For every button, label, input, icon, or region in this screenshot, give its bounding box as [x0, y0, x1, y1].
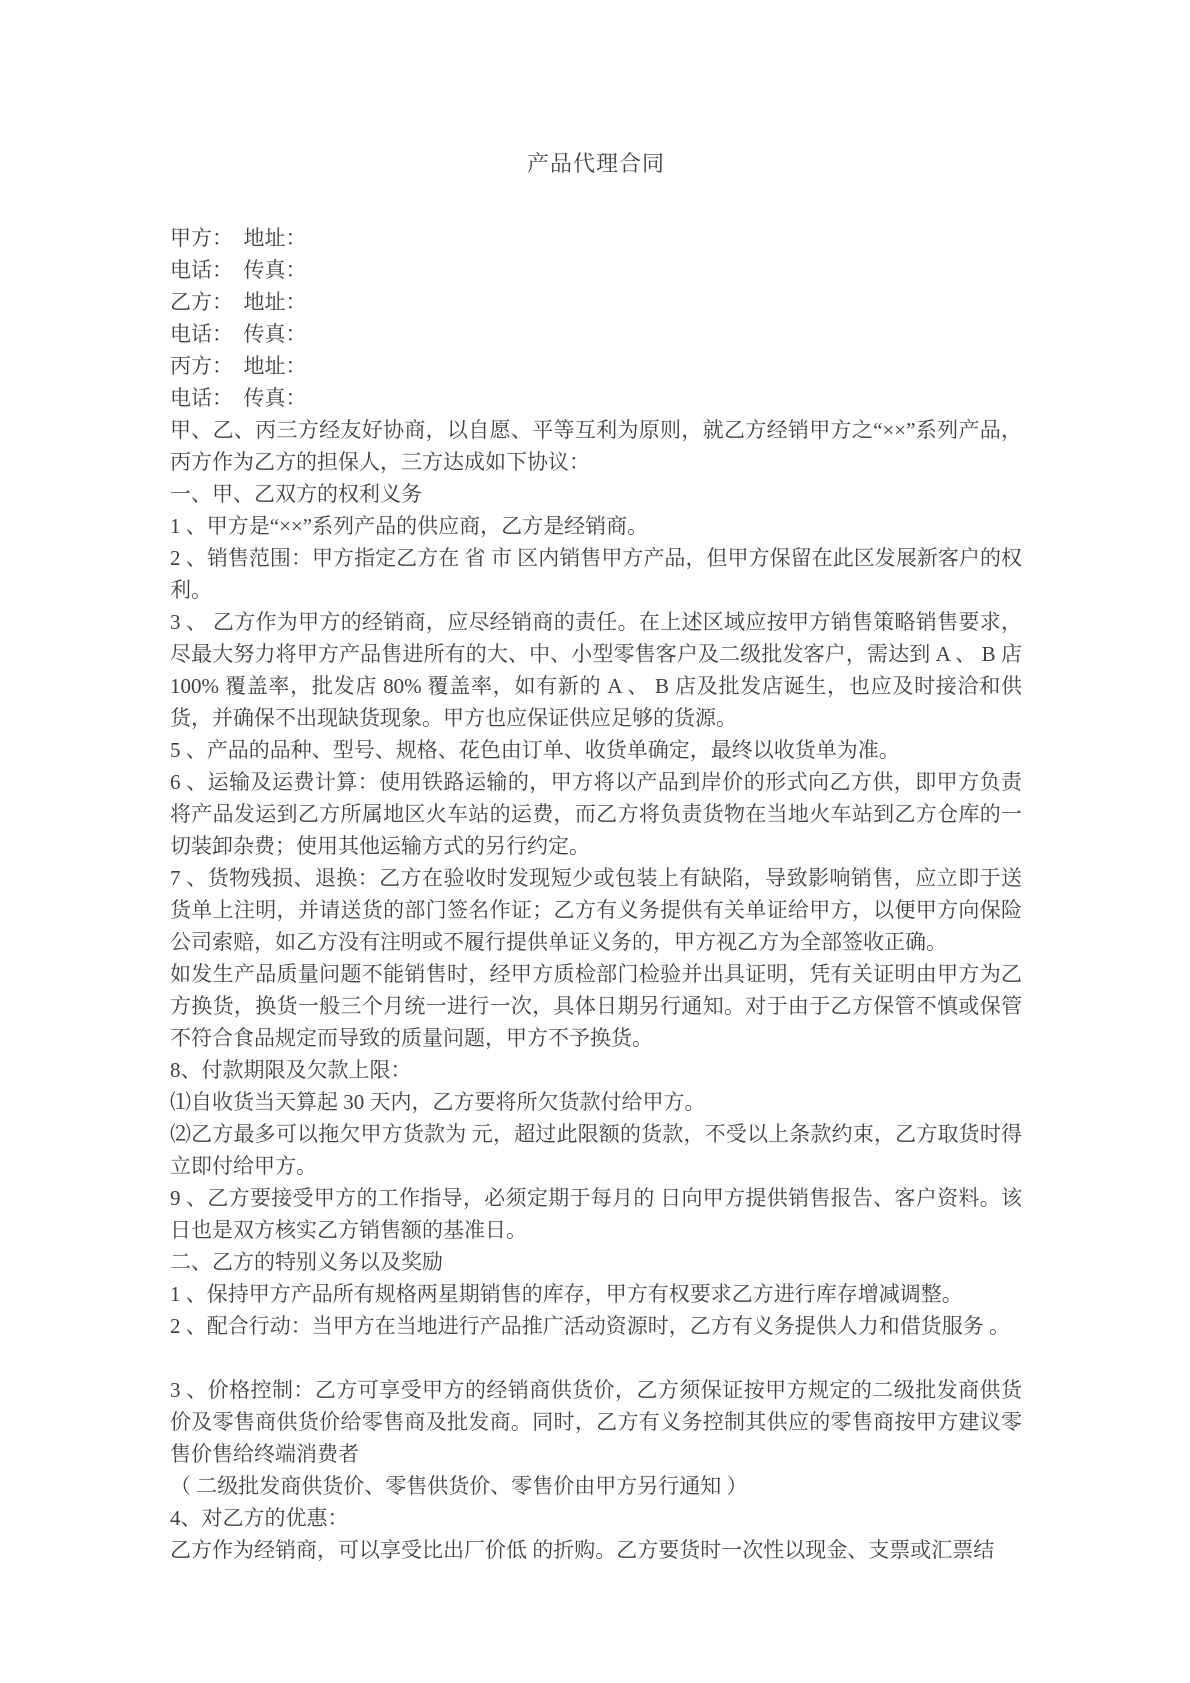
line-party-a-phone-fax: 电话： 传真：: [170, 258, 307, 282]
para-price-note: （ 二级批发商供货价、零售供货价、零售价由甲方另行通知 ）: [170, 1474, 748, 1498]
heading-section-1: 一、甲、乙双方的权利义务: [170, 482, 422, 506]
clause-2-1: 1 、保持甲方产品所有规格两星期销售的库存，甲方有权要求乙方进行库存增减调整。: [170, 1282, 963, 1306]
clause-1-3: 3 、 乙方作为甲方的经销商，应尽经销商的责任。在上述区域应按甲方销售策略销售要求，尽最大努力将甲方产品售进所有的大、中、小型零售客户及二级批发客户，需达到 A 、 B 店 100% 覆盖率，批发店 80% 覆盖率，如有新的 A 、 B 店及批发店诞生，也应及时接洽和供货，并确保不出现缺货现象。甲方也应保证供应足够的货源。: [170, 610, 1022, 730]
clause-1-9: 9 、乙方要接受甲方的工作指导，必须定期于每月的 日向甲方提供销售报告、客户资料。该日也是双方核实乙方销售额的基准日。: [170, 1186, 1022, 1242]
clause-2-4: 4、对乙方的优惠：: [170, 1506, 349, 1530]
line-party-c-address: 丙方： 地址：: [170, 354, 307, 378]
clause-1-1: 1 、甲方是“××”系列产品的供应商，乙方是经销商。: [170, 514, 649, 538]
clause-1-8-item-2: ⑵乙方最多可以拖欠甲方货款为 元，超过此限额的货款，不受以上条款约束，乙方取货时得立即付给甲方。: [170, 1122, 1022, 1178]
clause-1-7: 7 、货物残损、退换：乙方在验收时发现短少或包装上有缺陷，导致影响销售，应立即于送货单上注明，并请送货的部门签名作证；乙方有义务提供有关单证给甲方，以便甲方向保险公司索赔，如乙方没有注明或不履行提供单证义务的，甲方视乙方为全部签收正确。: [170, 866, 1022, 954]
line-party-c-phone-fax: 电话： 传真：: [170, 386, 307, 410]
document-title: 产品代理合同: [526, 151, 665, 176]
para-discount: 乙方作为经销商，可以享受比出厂价低 的折购。乙方要货时一次性以现金、支票或汇票结: [170, 1538, 995, 1562]
line-party-b-address: 乙方： 地址：: [170, 290, 307, 314]
clause-1-2: 2 、销售范围：甲方指定乙方在 省 市 区内销售甲方产品，但甲方保留在此区发展新客户的权利。: [170, 546, 1022, 602]
clause-1-5: 5 、产品的品种、型号、规格、花色由订单、收货单确定，最终以收货单为准。: [170, 738, 900, 762]
clause-2-3: 3 、价格控制：乙方可享受甲方的经销商供货价，乙方须保证按甲方规定的二级批发商供货价及零售商供货价给零售商及批发商。同时，乙方有义务控制其供应的零售商按甲方建议零售价售给终端消费者: [170, 1378, 1022, 1466]
document-body: [170, 222, 1022, 1566]
para-quality-issues: 如发生产品质量问题不能销售时，经甲方质检部门检验并出具证明，凭有关证明由甲方为乙方换货，换货一般三个月统一进行一次，具体日期另行通知。对于由于乙方保管不慎或保管不符合食品规定而导致的质量问题，甲方不予换货。: [170, 962, 1022, 1050]
line-party-a-address: 甲方： 地址：: [170, 226, 307, 250]
clause-1-8-item-1: ⑴自收货当天算起 30 天内，乙方要将所欠货款付给甲方。: [170, 1090, 706, 1114]
line-party-b-phone-fax: 电话： 传真：: [170, 322, 307, 346]
clause-2-2: 2 、配合行动：当甲方在当地进行产品推广活动资源时，乙方有义务提供人力和借货服务 。: [170, 1314, 1010, 1338]
clause-1-8: 8、付款期限及欠款上限：: [170, 1058, 412, 1082]
para-preamble: 甲、乙、丙三方经友好协商，以自愿、平等互利为原则，就乙方经销甲方之“××”系列产品，丙方作为乙方的担保人，三方达成如下协议：: [170, 418, 1022, 474]
clause-1-6: 6 、运输及运费计算：使用铁路运输的，甲方将以产品到岸价的形式向乙方供，即甲方负责将产品发运到乙方所属地区火车站的运费，而乙方将负责货物在当地火车站到乙方仓库的一切装卸杂费；使用其他运输方式的另行约定。: [170, 770, 1022, 858]
heading-section-2: 二、乙方的特别义务以及奖励: [170, 1250, 443, 1274]
